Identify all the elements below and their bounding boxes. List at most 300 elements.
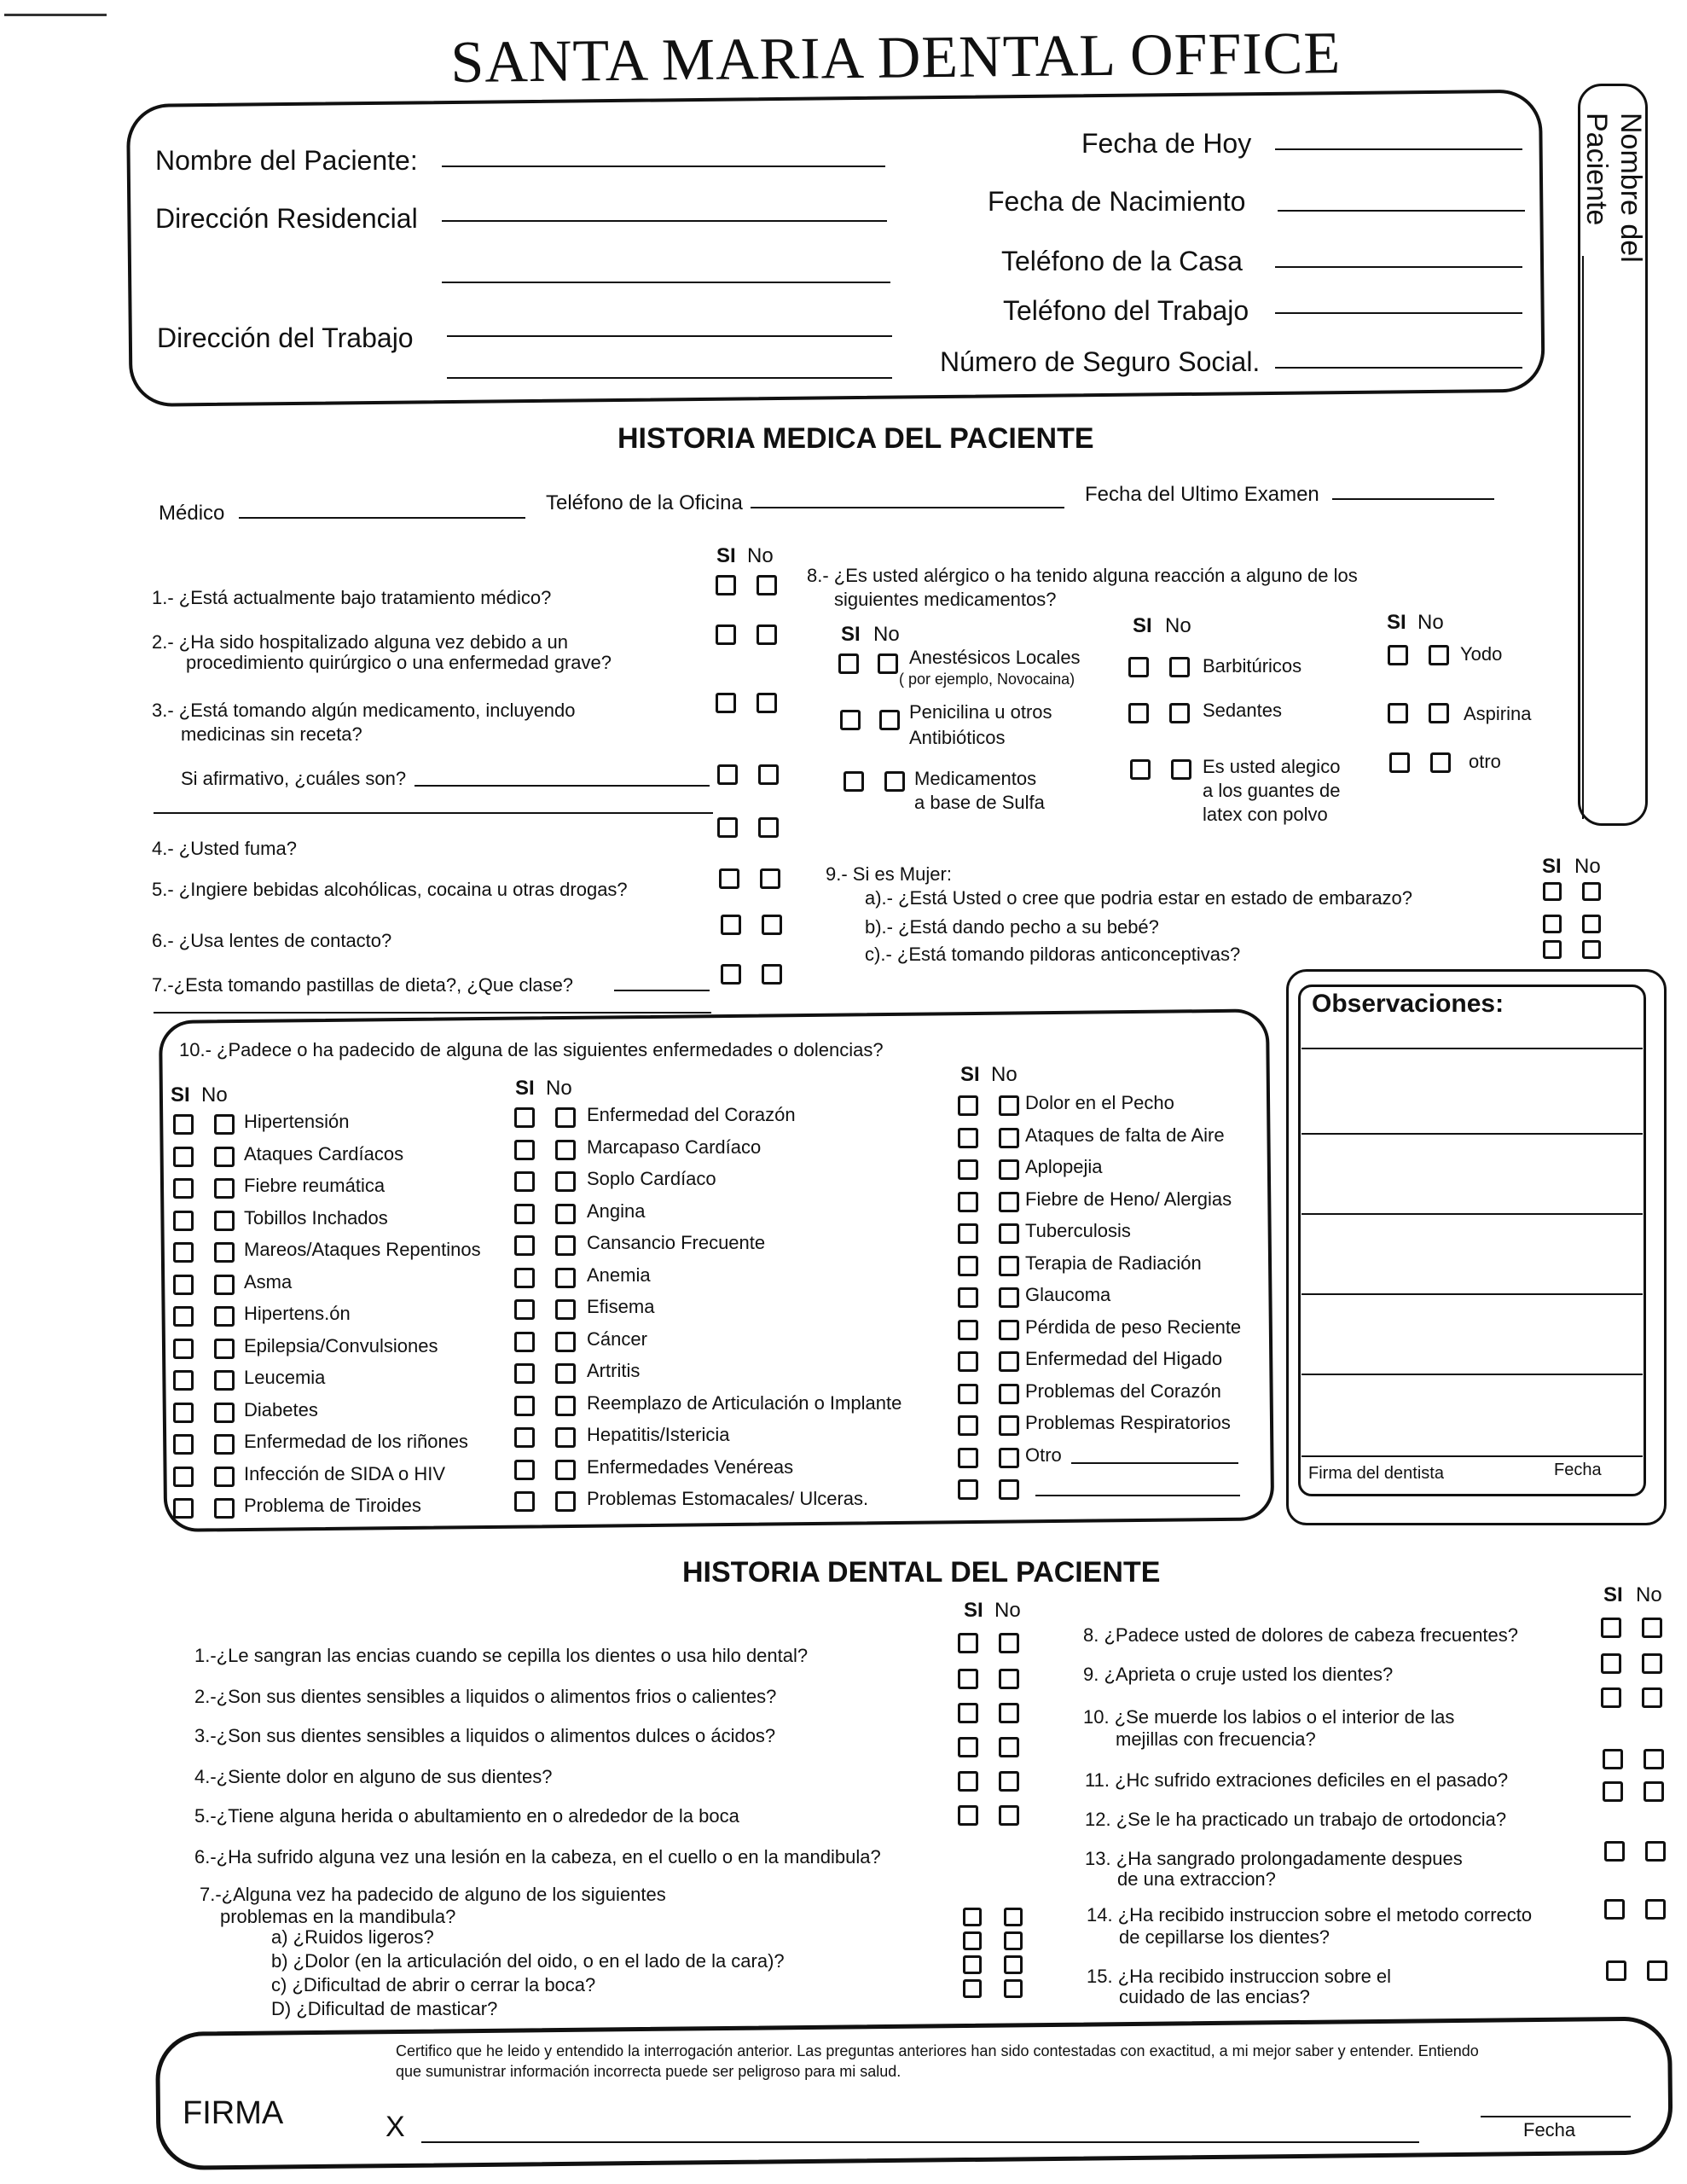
q9-text: 9.- Si es Mujer:: [826, 863, 952, 885]
disease-1-2-si-checkbox[interactable]: [173, 1147, 194, 1167]
dental-q13-no-checkbox[interactable]: [1645, 1841, 1666, 1862]
disease-label: Hipertens.ón: [244, 1303, 351, 1324]
label-medico: Médico: [159, 502, 225, 525]
dental-q6-text: 6.-¿Ha sufrido alguna vez una lesión en la cabeza, en el cuello o en la mandibula?: [194, 1846, 881, 1867]
q2-si-checkbox[interactable]: [716, 624, 736, 645]
disease-2-10-no-checkbox[interactable]: [555, 1396, 576, 1416]
disease-3-9-no-checkbox[interactable]: [999, 1351, 1019, 1372]
disease-2-4-si-checkbox[interactable]: [514, 1204, 535, 1224]
si-header-allergy-2: SI: [1133, 614, 1152, 637]
disease-1-7-si-checkbox[interactable]: [173, 1306, 194, 1327]
field-seguro-social[interactable]: [1275, 367, 1522, 369]
aspirina-si-checkbox[interactable]: [1388, 703, 1408, 723]
disease-3-12-si-checkbox[interactable]: [958, 1448, 978, 1468]
disease-label: Enfermedad del Higado: [1025, 1348, 1223, 1369]
sedantes-no-checkbox[interactable]: [1169, 703, 1190, 723]
dental-q7c-no-checkbox[interactable]: [1004, 1955, 1023, 1974]
dental-q10-text-2: mejillas con frecuencia?: [1116, 1728, 1316, 1750]
dental-q15-text-2: cuidado de las encias?: [1119, 1986, 1310, 2007]
disease-label: Glaucoma: [1025, 1284, 1111, 1305]
dental-q7d-text: D) ¿Dificultad de masticar?: [271, 1998, 498, 2019]
dental-q5-text: 5.-¿Tiene alguna herida o abultamiento en o alrededor de la boca: [194, 1805, 739, 1827]
disease-2-4-no-checkbox[interactable]: [555, 1204, 576, 1224]
disease-3-8-si-checkbox[interactable]: [958, 1320, 978, 1340]
disease-2-12-si-checkbox[interactable]: [514, 1460, 535, 1480]
q5-no-checkbox[interactable]: [760, 868, 780, 889]
barbituricos-no-checkbox[interactable]: [1169, 657, 1190, 677]
disease-1-3-no-checkbox[interactable]: [214, 1178, 235, 1199]
dental-q7a-si-checkbox[interactable]: [963, 1908, 982, 1926]
si-header-d3: SI: [960, 1063, 980, 1086]
disease-label: Angina: [587, 1200, 646, 1222]
disease-3-12-no-checkbox[interactable]: [999, 1448, 1019, 1468]
disease-1-4-no-checkbox[interactable]: [214, 1211, 235, 1231]
signature-fecha-label: Fecha: [1523, 2119, 1576, 2140]
no-header-q1-7: No: [747, 544, 774, 567]
disease-label: Ataques de falta de Aire: [1025, 1124, 1225, 1146]
dental-q4-no-checkbox[interactable]: [999, 1737, 1019, 1757]
field-telefono-casa[interactable]: [1275, 266, 1522, 268]
disease-2-9-no-checkbox[interactable]: [555, 1363, 576, 1384]
medical-title: HISTORIA MEDICA DEL PACIENTE: [617, 422, 1094, 455]
dental-q9-text: 9. ¿Aprieta o cruje usted los dientes?: [1083, 1664, 1394, 1685]
yodo-no-checkbox[interactable]: [1429, 645, 1449, 665]
q5-text: 5.- ¿Ingiere bebidas alcohólicas, cocaina u otras drogas?: [152, 879, 628, 900]
obs-line-1[interactable]: [1301, 1048, 1643, 1049]
no-header-allergy-1: No: [873, 623, 900, 646]
disease-label: Infección de SIDA o HIV: [244, 1463, 446, 1484]
q3-extra-no-checkbox[interactable]: [758, 817, 779, 838]
no-header-allergy-3: No: [1417, 611, 1444, 634]
label-fecha-nacimiento: Fecha de Nacimiento: [988, 186, 1246, 217]
q1-text: 1.- ¿Está actualmente bajo tratamiento médico?: [152, 587, 552, 608]
dental-q6-no-checkbox[interactable]: [999, 1805, 1019, 1826]
dental-q2-si-checkbox[interactable]: [958, 1669, 978, 1689]
observaciones-inner-box: [1298, 985, 1646, 1496]
anestesicos-no-checkbox[interactable]: [878, 653, 898, 674]
disease-3-13-no-checkbox[interactable]: [999, 1479, 1019, 1500]
dental-q10-text-1: 10. ¿Se muerde los labios o el interior de las: [1083, 1706, 1455, 1728]
dental-q11-no-checkbox[interactable]: [1644, 1781, 1664, 1802]
antibioticos-label: Antibióticos: [909, 727, 1006, 748]
dental-q12-text: 12. ¿Se le ha practicado un trabajo de ortodoncia?: [1085, 1809, 1507, 1830]
si-header-allergy-1: SI: [841, 623, 861, 646]
anestesicos-note: ( por ejemplo, Novocaina): [899, 671, 1075, 688]
si-header-q1-7: SI: [716, 544, 736, 567]
disease-1-11-no-checkbox[interactable]: [214, 1434, 235, 1455]
side-tab-label: Nombre del Paciente: [1580, 113, 1647, 263]
disease-2-7-si-checkbox[interactable]: [514, 1299, 535, 1320]
dental-q9-no-checkbox[interactable]: [1642, 1653, 1662, 1674]
q3-si-checkbox[interactable]: [716, 693, 736, 713]
side-tab-line[interactable]: [1582, 256, 1584, 819]
disease-3-11-si-checkbox[interactable]: [958, 1415, 978, 1436]
obs-line-4[interactable]: [1301, 1293, 1643, 1295]
disease-1-12-no-checkbox[interactable]: [214, 1467, 235, 1487]
disease-otro-field-1[interactable]: [1071, 1462, 1238, 1464]
q9b-text: b).- ¿Está dando pecho a su bebé?: [865, 916, 1159, 938]
disease-2-5-si-checkbox[interactable]: [514, 1235, 535, 1256]
sulfa-no-checkbox[interactable]: [884, 771, 905, 792]
disease-1-8-no-checkbox[interactable]: [214, 1339, 235, 1359]
otro-allergy-no-checkbox[interactable]: [1430, 752, 1451, 773]
si-header-dental-right: SI: [1603, 1583, 1623, 1606]
dental-q1-text: 1.-¿Le sangran las encias cuando se cepilla los dientes o usa hilo dental?: [194, 1645, 809, 1666]
dental-q15-si-checkbox[interactable]: [1606, 1960, 1626, 1981]
disease-3-1-no-checkbox[interactable]: [999, 1095, 1019, 1116]
q6-no-checkbox[interactable]: [762, 915, 782, 935]
disease-1-13-no-checkbox[interactable]: [214, 1498, 235, 1519]
disease-2-10-si-checkbox[interactable]: [514, 1396, 535, 1416]
disease-3-3-no-checkbox[interactable]: [999, 1159, 1019, 1180]
label-direccion-residencial: Dirección Residencial: [155, 203, 418, 234]
certification-text-2: que sumunistrar información incorrecta puede ser peligroso para mi salud.: [396, 2063, 901, 2080]
q9a-no-checkbox[interactable]: [1582, 882, 1601, 901]
disease-label: Enfermedad de los riñones: [244, 1431, 468, 1452]
q10-text: 10.- ¿Padece o ha padecido de alguna de las siguientes enfermedades o dolencias?: [179, 1039, 884, 1060]
si-header-d2: SI: [515, 1077, 535, 1100]
disease-label: Leucemia: [244, 1367, 326, 1388]
dental-q14-text-1: 14. ¿Ha recibido instruccion sobre el metodo correcto: [1087, 1904, 1533, 1926]
disease-2-1-si-checkbox[interactable]: [514, 1107, 535, 1128]
q9b-si-checkbox[interactable]: [1543, 915, 1562, 933]
label-direccion-trabajo: Dirección del Trabajo: [157, 322, 414, 353]
dental-q3-text: 3.-¿Son sus dientes sensibles a liquidos o alimentos dulces o ácidos?: [194, 1725, 776, 1746]
dental-q7b-no-checkbox[interactable]: [1004, 1931, 1023, 1950]
no-header-dental-right: No: [1636, 1583, 1662, 1606]
disease-label: Tuberculosis: [1025, 1220, 1131, 1241]
disease-label: Cáncer: [587, 1328, 647, 1350]
disease-3-8-no-checkbox[interactable]: [999, 1320, 1019, 1340]
q7-text: 7.-¿Esta tomando pastillas de dieta?, ¿Que clase?: [152, 974, 574, 996]
disease-2-8-no-checkbox[interactable]: [555, 1332, 576, 1352]
barbituricos-label: Barbitúricos: [1203, 655, 1302, 677]
label-seguro-social: Número de Seguro Social.: [940, 346, 1261, 377]
disease-2-12-no-checkbox[interactable]: [555, 1460, 576, 1480]
q9c-text: c).- ¿Está tomando pildoras anticonceptivas?: [865, 944, 1241, 965]
disease-2-13-no-checkbox[interactable]: [555, 1491, 576, 1512]
q3-cuales-field-1[interactable]: [415, 785, 710, 787]
dental-q9-si-checkbox[interactable]: [1601, 1653, 1621, 1674]
q3-cuales-text: Si afirmativo, ¿cuáles son?: [181, 768, 407, 789]
disease-2-8-si-checkbox[interactable]: [514, 1332, 535, 1352]
disease-3-4-no-checkbox[interactable]: [999, 1192, 1019, 1212]
field-fecha-nacimiento[interactable]: [1278, 210, 1525, 212]
dental-q11-si-checkbox[interactable]: [1603, 1781, 1623, 1802]
firma-dentista-label: Firma del dentista: [1308, 1464, 1444, 1483]
dental-q4-si-checkbox[interactable]: [958, 1737, 978, 1757]
disease-1-5-si-checkbox[interactable]: [173, 1242, 194, 1263]
field-direccion-trabajo-1[interactable]: [447, 335, 892, 337]
dental-q4-text: 4.-¿Siente dolor en alguno de sus dientes?: [194, 1766, 553, 1787]
dental-q8-text: 8. ¿Padece usted de dolores de cabeza frecuentes?: [1083, 1624, 1519, 1646]
no-header-q9: No: [1574, 855, 1601, 878]
disease-3-11-no-checkbox[interactable]: [999, 1415, 1019, 1436]
disease-3-7-no-checkbox[interactable]: [999, 1287, 1019, 1308]
dental-q7d-no-checkbox[interactable]: [1004, 1979, 1023, 1998]
q4-text: 4.- ¿Usted fuma?: [152, 838, 297, 859]
sedantes-si-checkbox[interactable]: [1128, 703, 1149, 723]
obs-line-6[interactable]: [1301, 1455, 1643, 1457]
disease-2-6-no-checkbox[interactable]: [555, 1268, 576, 1288]
dental-title: HISTORIA DENTAL DEL PACIENTE: [682, 1556, 1161, 1589]
firma-label: FIRMA: [183, 2095, 284, 2131]
sulfa-label-1: Medicamentos: [914, 768, 1037, 789]
field-direccion-residencial-1[interactable]: [442, 220, 887, 222]
disease-label: Cansancio Frecuente: [587, 1232, 766, 1253]
observaciones-title: Observaciones:: [1312, 990, 1504, 1018]
q3-cuales-no-checkbox[interactable]: [758, 764, 779, 785]
disease-3-13-si-checkbox[interactable]: [958, 1479, 978, 1500]
signature-fecha-field[interactable]: [1481, 2116, 1631, 2117]
disease-1-11-si-checkbox[interactable]: [173, 1434, 194, 1455]
q2-text-2: procedimiento quirúrgico o una enfermedad grave?: [186, 652, 612, 673]
disease-1-9-si-checkbox[interactable]: [173, 1370, 194, 1391]
dental-q7c-si-checkbox[interactable]: [963, 1955, 982, 1974]
firma-field[interactable]: [421, 2141, 1419, 2143]
q7-field-1[interactable]: [614, 990, 710, 991]
disease-3-2-no-checkbox[interactable]: [999, 1128, 1019, 1148]
disease-3-2-si-checkbox[interactable]: [958, 1128, 978, 1148]
disease-3-3-si-checkbox[interactable]: [958, 1159, 978, 1180]
disease-label: Epilepsia/Convulsiones: [244, 1335, 438, 1356]
q6-si-checkbox[interactable]: [721, 915, 741, 935]
dental-q7-text-2: problemas en la mandibula?: [220, 1906, 456, 1927]
disease-label: Otro: [1025, 1444, 1062, 1466]
dental-q7b-si-checkbox[interactable]: [963, 1931, 982, 1950]
q2-text-1: 2.- ¿Ha sido hospitalizado alguna vez debido a un: [152, 631, 568, 653]
disease-1-3-si-checkbox[interactable]: [173, 1178, 194, 1199]
disease-label: Asma: [244, 1271, 293, 1292]
disease-2-1-no-checkbox[interactable]: [555, 1107, 576, 1128]
otro-allergy-label: otro: [1469, 751, 1501, 772]
q9b-no-checkbox[interactable]: [1582, 915, 1601, 933]
latex-label-3: latex con polvo: [1203, 804, 1328, 825]
disease-label: Hepatitis/Istericia: [587, 1424, 730, 1445]
q6-text: 6.- ¿Usa lentes de contacto?: [152, 930, 392, 951]
disease-3-7-si-checkbox[interactable]: [958, 1287, 978, 1308]
disease-label: Problemas del Corazón: [1025, 1380, 1221, 1402]
field-telefono-oficina[interactable]: [751, 507, 1064, 508]
disease-label: Ataques Cardíacos: [244, 1143, 404, 1165]
disease-1-1-no-checkbox[interactable]: [214, 1114, 235, 1135]
corner-mark: [4, 14, 107, 16]
field-medico[interactable]: [239, 517, 525, 519]
q3-text-1: 3.- ¿Está tomando algún medicamento, incluyendo: [152, 700, 576, 721]
disease-3-5-no-checkbox[interactable]: [999, 1223, 1019, 1244]
q9a-text: a).- ¿Está Usted o cree que podria estar en estado de embarazo?: [865, 887, 1413, 909]
dental-q8-si-checkbox[interactable]: [1601, 1618, 1621, 1638]
dental-q5-si-checkbox[interactable]: [958, 1771, 978, 1792]
disease-label: Mareos/Ataques Repentinos: [244, 1239, 481, 1260]
q3-text-2: medicinas sin receta?: [181, 723, 362, 745]
disease-2-3-no-checkbox[interactable]: [555, 1171, 576, 1192]
q7-si-checkbox[interactable]: [721, 964, 741, 985]
penicilina-no-checkbox[interactable]: [879, 710, 900, 730]
q2-no-checkbox[interactable]: [757, 624, 777, 645]
q3-cuales-field-2[interactable]: [154, 812, 713, 814]
disease-label: Efisema: [587, 1296, 655, 1317]
obs-line-3[interactable]: [1301, 1213, 1643, 1215]
no-header-d2: No: [546, 1077, 572, 1100]
q5-si-checkbox[interactable]: [719, 868, 739, 889]
disease-1-1-si-checkbox[interactable]: [173, 1114, 194, 1135]
disease-2-5-no-checkbox[interactable]: [555, 1235, 576, 1256]
dental-q5-no-checkbox[interactable]: [999, 1771, 1019, 1792]
dental-q15-no-checkbox[interactable]: [1647, 1960, 1667, 1981]
disease-label: Problema de Tiroides: [244, 1495, 421, 1516]
disease-3-5-si-checkbox[interactable]: [958, 1223, 978, 1244]
disease-1-7-no-checkbox[interactable]: [214, 1306, 235, 1327]
disease-2-11-no-checkbox[interactable]: [555, 1427, 576, 1448]
sulfa-label-2: a base de Sulfa: [914, 792, 1045, 813]
disease-label: Diabetes: [244, 1399, 318, 1420]
dental-q13-si-checkbox[interactable]: [1604, 1841, 1625, 1862]
disease-2-2-si-checkbox[interactable]: [514, 1140, 535, 1160]
dental-q14-si-checkbox[interactable]: [1604, 1899, 1625, 1920]
q1-si-checkbox[interactable]: [716, 575, 736, 595]
field-nombre[interactable]: [442, 166, 885, 167]
aspirina-label: Aspirina: [1464, 703, 1532, 724]
dental-q7-text-1: 7.-¿Alguna vez ha padecido de alguno de los siguientes: [200, 1884, 666, 1905]
disease-3-10-si-checkbox[interactable]: [958, 1384, 978, 1404]
latex-no-checkbox[interactable]: [1171, 759, 1191, 780]
dental-q3-no-checkbox[interactable]: [999, 1703, 1019, 1723]
dental-q10-si-checkbox[interactable]: [1603, 1749, 1623, 1769]
si-header-d1: SI: [171, 1083, 190, 1107]
dental-q7a-no-checkbox[interactable]: [1004, 1908, 1023, 1926]
disease-3-10-no-checkbox[interactable]: [999, 1384, 1019, 1404]
disease-2-13-si-checkbox[interactable]: [514, 1491, 535, 1512]
obs-line-5[interactable]: [1301, 1374, 1643, 1375]
sulfa-si-checkbox[interactable]: [844, 771, 864, 792]
q8-text-2: siguientes medicamentos?: [834, 589, 1057, 610]
label-telefono-trabajo: Teléfono del Trabajo: [1003, 295, 1249, 326]
q8-text-1: 8.- ¿Es usted alérgico o ha tenido alguna reacción a alguno de los: [807, 565, 1358, 586]
aspirina-no-checkbox[interactable]: [1429, 703, 1449, 723]
dental-q1-si-checkbox[interactable]: [958, 1633, 978, 1653]
dental-q14-no-checkbox[interactable]: [1645, 1899, 1666, 1920]
dental-q7d-si-checkbox[interactable]: [963, 1979, 982, 1998]
dental-q2-text: 2.-¿Son sus dientes sensibles a liquidos o alimentos frios o calientes?: [194, 1686, 777, 1707]
disease-3-4-si-checkbox[interactable]: [958, 1192, 978, 1212]
q7-field-2[interactable]: [154, 1012, 711, 1014]
anestesicos-label: Anestésicos Locales: [909, 647, 1081, 668]
barbituricos-si-checkbox[interactable]: [1128, 657, 1149, 677]
disease-label: Soplo Cardíaco: [587, 1168, 716, 1189]
disease-label: Problemas Estomacales/ Ulceras.: [587, 1488, 869, 1509]
disease-label: Aplopejia: [1025, 1156, 1103, 1177]
field-direccion-residencial-2[interactable]: [442, 282, 890, 283]
dental-q6-si-checkbox[interactable]: [958, 1805, 978, 1826]
disease-otro-field-2[interactable]: [1035, 1495, 1240, 1496]
q9a-si-checkbox[interactable]: [1543, 882, 1562, 901]
dental-q7a-text: a) ¿Ruidos ligeros?: [271, 1926, 434, 1948]
field-fecha-examen[interactable]: [1332, 498, 1494, 500]
disease-1-6-si-checkbox[interactable]: [173, 1275, 194, 1295]
disease-label: Artritis: [587, 1360, 641, 1381]
penicilina-si-checkbox[interactable]: [840, 710, 861, 730]
latex-si-checkbox[interactable]: [1130, 759, 1151, 780]
disease-3-6-si-checkbox[interactable]: [958, 1256, 978, 1276]
q1-no-checkbox[interactable]: [757, 575, 777, 595]
q3-cuales-si-checkbox[interactable]: [717, 764, 738, 785]
disease-1-6-no-checkbox[interactable]: [214, 1275, 235, 1295]
disease-1-5-no-checkbox[interactable]: [214, 1242, 235, 1263]
disease-label: Dolor en el Pecho: [1025, 1092, 1174, 1113]
q3-no-checkbox[interactable]: [757, 693, 777, 713]
field-fecha-hoy[interactable]: [1275, 148, 1522, 150]
disease-3-1-si-checkbox[interactable]: [958, 1095, 978, 1116]
dental-q3-si-checkbox[interactable]: [958, 1703, 978, 1723]
disease-1-8-si-checkbox[interactable]: [173, 1339, 194, 1359]
q7-no-checkbox[interactable]: [762, 964, 782, 985]
disease-1-10-si-checkbox[interactable]: [173, 1403, 194, 1423]
field-direccion-trabajo-2[interactable]: [447, 377, 892, 379]
disease-3-6-no-checkbox[interactable]: [999, 1256, 1019, 1276]
disease-2-9-si-checkbox[interactable]: [514, 1363, 535, 1384]
disease-1-2-no-checkbox[interactable]: [214, 1147, 235, 1167]
dental-q13-text-1: 13. ¿Ha sangrado prolongadamente despues: [1085, 1848, 1463, 1869]
label-fecha-examen: Fecha del Ultimo Examen: [1085, 483, 1319, 506]
disease-2-2-no-checkbox[interactable]: [555, 1140, 576, 1160]
dental-q13-text-2: de una extraccion?: [1117, 1868, 1276, 1890]
page-title: SANTA MARIA DENTAL OFFICE: [450, 20, 1342, 96]
disease-label: Tobillos Inchados: [244, 1207, 388, 1228]
latex-label-2: a los guantes de: [1203, 780, 1341, 801]
disease-2-6-si-checkbox[interactable]: [514, 1268, 535, 1288]
dental-q2-no-checkbox[interactable]: [999, 1669, 1019, 1689]
disease-label: Enfermedad del Corazón: [587, 1104, 796, 1125]
q9c-si-checkbox[interactable]: [1543, 940, 1562, 959]
label-telefono-casa: Teléfono de la Casa: [1001, 246, 1243, 276]
dental-q7b-text: b) ¿Dolor (en la articulación del oido, o en el lado de la cara)?: [271, 1950, 785, 1972]
dental-q9b-si-checkbox[interactable]: [1601, 1687, 1621, 1708]
field-telefono-trabajo[interactable]: [1275, 312, 1522, 314]
disease-1-4-si-checkbox[interactable]: [173, 1211, 194, 1231]
disease-1-10-no-checkbox[interactable]: [214, 1403, 235, 1423]
no-header-d1: No: [201, 1083, 228, 1107]
firma-x: X: [386, 2111, 405, 2143]
q9c-no-checkbox[interactable]: [1582, 940, 1601, 959]
anestesicos-si-checkbox[interactable]: [838, 653, 859, 674]
disease-2-7-no-checkbox[interactable]: [555, 1299, 576, 1320]
disease-1-12-si-checkbox[interactable]: [173, 1467, 194, 1487]
si-header-allergy-3: SI: [1387, 611, 1406, 634]
dental-q11-text: 11. ¿Hc sufrido extraciones deficiles en el pasado?: [1085, 1769, 1509, 1791]
dental-q8-no-checkbox[interactable]: [1642, 1618, 1662, 1638]
obs-line-2[interactable]: [1301, 1133, 1643, 1135]
dental-q14-text-2: de cepillarse los dientes?: [1119, 1926, 1330, 1948]
dental-q1-no-checkbox[interactable]: [999, 1633, 1019, 1653]
dental-q10-no-checkbox[interactable]: [1644, 1749, 1664, 1769]
q3-extra-si-checkbox[interactable]: [717, 817, 738, 838]
disease-1-9-no-checkbox[interactable]: [214, 1370, 235, 1391]
label-telefono-oficina: Teléfono de la Oficina: [546, 491, 743, 514]
disease-2-3-si-checkbox[interactable]: [514, 1171, 535, 1192]
disease-1-13-si-checkbox[interactable]: [173, 1498, 194, 1519]
disease-3-9-si-checkbox[interactable]: [958, 1351, 978, 1372]
yodo-si-checkbox[interactable]: [1388, 645, 1408, 665]
disease-2-11-si-checkbox[interactable]: [514, 1427, 535, 1448]
otro-allergy-si-checkbox[interactable]: [1389, 752, 1410, 773]
latex-label-1: Es usted alegico: [1203, 756, 1341, 777]
patient-info-box: [126, 90, 1545, 407]
no-header-allergy-2: No: [1165, 614, 1191, 637]
dental-q9b-no-checkbox[interactable]: [1642, 1687, 1662, 1708]
disease-label: Fiebre de Heno/ Alergias: [1025, 1188, 1232, 1210]
certification-text-1: Certifico que he leido y entendido la interrogación anterior. Las preguntas anteriores han sido contestadas con exactitud, a mi mejor saber y entender. Entiendo: [396, 2042, 1479, 2059]
